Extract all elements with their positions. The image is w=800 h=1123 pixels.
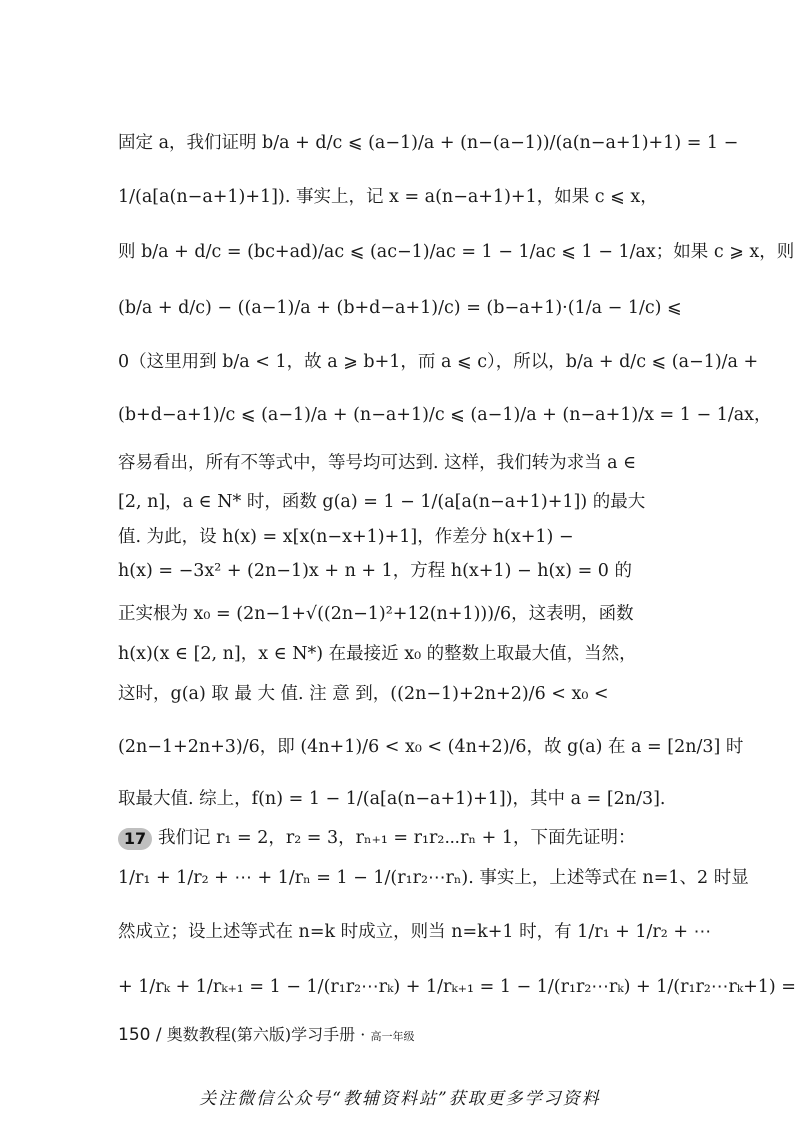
book-title: 奥数教程(第六版)学习手册 · bbox=[166, 1025, 366, 1044]
text-line-18: 然成立；设上述等式在 n=k 时成立，则当 n=k+1 时，有 1/r₁ + 1/r₂ + ⋯ bbox=[118, 922, 712, 942]
text-line-10: h(x) = −3x² + (2n−1)x + n + 1，方程 h(x+1) − h(x) = 0 的 bbox=[118, 561, 632, 581]
problem-17-text: 我们记 r₁ = 2，r₂ = 3，rₙ₊₁ = r₁r₂⋯rₙ + 1，下面先证明： bbox=[158, 828, 636, 848]
text-line-5: 0（这里用到 b/a < 1，故 a ⩾ b+1，而 a ⩽ c），所以，b/a + d/c ⩽ (a−1)/a + bbox=[118, 352, 759, 372]
text-line-12: h(x)(x ∈ [2, n]，x ∈ N*) 在最接近 x₀ 的整数上取最大值，当然， bbox=[118, 644, 637, 664]
text-line-13: 这时，g(a) 取 最 大 值. 注 意 到，((2n−1)+2n+2)/6 < x₀ < bbox=[118, 684, 609, 704]
text-line-9: 值. 为此，设 h(x) = x[x(n−x+1)+1]，作差分 h(x+1) − bbox=[118, 527, 574, 547]
watermark-text: 关注微信公众号“教辅资料站”获取更多学习资料 bbox=[199, 1089, 601, 1109]
text-line-2: 1/(a[a(n−a+1)+1]). 事实上，记 x = a(n−a+1)+1，如果 c ⩽ x， bbox=[118, 187, 658, 207]
problem-number-badge: 17 bbox=[118, 828, 152, 850]
grade-label: 高一年级 bbox=[370, 1030, 415, 1043]
problem-17-line-1 bbox=[118, 826, 688, 850]
text-line-4: (b/a + d/c) − ((a−1)/a + (b+d−a+1)/c) = (b−a+1)·(1/a − 1/c) ⩽ bbox=[118, 298, 682, 318]
text-line-11: 正实根为 x₀ = (2n−1+√((2n−1)²+12(n+1)))/6，这表明，函数 bbox=[118, 604, 634, 624]
text-line-8: [2, n]，a ∈ N* 时，函数 g(a) = 1 − 1/(a[a(n−a+1)+1]) 的最大 bbox=[118, 492, 646, 512]
text-line-3: 则 b/a + d/c = (bc+ad)/ac ⩽ (ac−1)/ac = 1 − 1/ac ⩽ 1 − 1/ax；如果 c ⩾ x，则 bbox=[118, 242, 795, 262]
page-footer bbox=[118, 1022, 414, 1045]
page-number: 150 / bbox=[118, 1025, 162, 1045]
text-line-15: 取最大值. 综上，f(n) = 1 − 1/(a[a(n−a+1)+1])，其中 a = [2n/3]. bbox=[118, 789, 666, 809]
text-line-19: + 1/rₖ + 1/rₖ₊₁ = 1 − 1/(r₁r₂⋯rₖ) + 1/rₖ₊₁ = 1 − 1/(r₁r₂⋯rₖ) + 1/(r₁r₂⋯rₖ+1) = bbox=[118, 977, 796, 997]
text-line-14: (2n−1+2n+3)/6，即 (4n+1)/6 < x₀ < (4n+2)/6，故 g(a) 在 a = [2n/3] 时 bbox=[118, 737, 744, 757]
text-line-17: 1/r₁ + 1/r₂ + ⋯ + 1/rₙ = 1 − 1/(r₁r₂⋯rₙ). 事实上，上述等式在 n=1、2 时显 bbox=[118, 868, 749, 888]
text-line-1: 固定 a，我们证明 b/a + d/c ⩽ (a−1)/a + (n−(a−1))/(a(n−a+1)+1) = 1 − bbox=[118, 133, 739, 153]
text-line-7: 容易看出，所有不等式中，等号均可达到. 这样，我们转为求当 a ∈ bbox=[118, 453, 637, 473]
text-line-6: (b+d−a+1)/c ⩽ (a−1)/a + (n−a+1)/c ⩽ (a−1)/a + (n−a+1)/x = 1 − 1/ax， bbox=[118, 405, 772, 425]
